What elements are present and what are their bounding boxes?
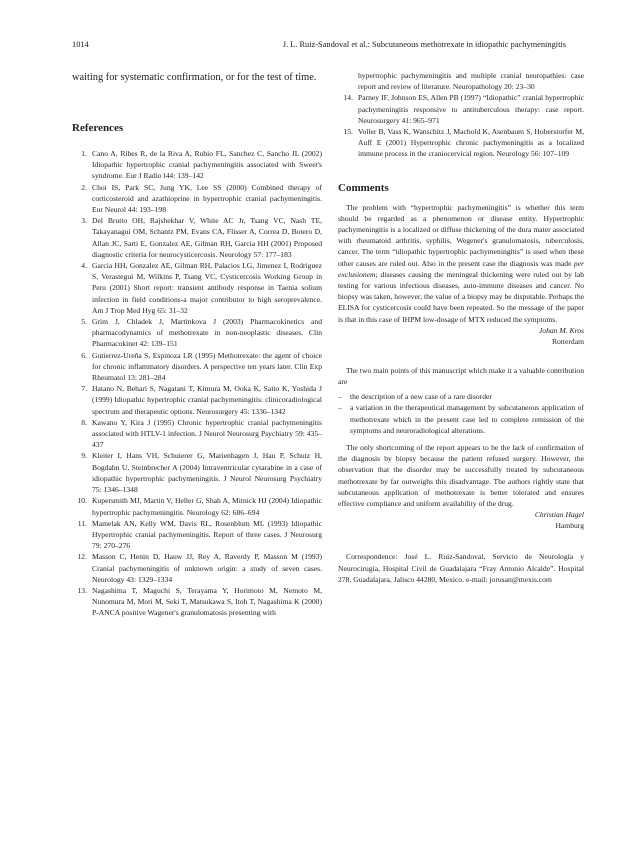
reference-item bbox=[72, 215, 322, 260]
comment-signature bbox=[338, 509, 584, 531]
signature-name: Christian Hagel bbox=[534, 510, 584, 520]
reference-number: 4. bbox=[81, 261, 87, 271]
comment-signature bbox=[338, 325, 584, 347]
reference-text: Kleiter I, Hans VH, Schuierer G, Marienhagen J, Hau P, Schutz H, Bogdahn U, Steinbrecher A (2004) Intraventricular cytarabine in a case of idiopathic hypertrophic pachymeningitis. J Neurol Neurosurg Psychiatry 75: 1346–1348 bbox=[92, 451, 322, 495]
reference-number: 1. bbox=[81, 149, 87, 158]
reference-item bbox=[338, 92, 584, 126]
references-heading: References bbox=[72, 122, 124, 134]
reference-list-continued bbox=[338, 70, 584, 160]
comments-section bbox=[338, 182, 584, 532]
reference-text: Hatano N, Behari S, Nagatani T, Kimura M, Ooka K, Saito K, Yoshida J (1999) Idiopathic hypertrophic cranial pachymeningitis: clinicoradiological spectrum and therapeutic options. Neurosurgery 45: 1336–1342 bbox=[92, 384, 322, 416]
reference-item bbox=[72, 182, 322, 216]
reference-text: Nagashima T, Maguchi S, Terayama Y, Horimoto M, Nemoto M, Nunomura M, Mori M, Seki T, Matsukawa S, Itoh T, Nagashima K (2000) P-ANCA positive Wagener's granulomatosis presenting with bbox=[92, 585, 322, 618]
reference-list bbox=[72, 148, 322, 619]
contribution-list bbox=[338, 391, 584, 436]
contribution-point: – the description of a new case of a rare disorder bbox=[338, 391, 584, 402]
reference-number: 5. bbox=[81, 317, 87, 327]
reference-item bbox=[72, 518, 322, 552]
signature-city: Rotterdam bbox=[551, 336, 584, 346]
comment-kros bbox=[338, 202, 584, 347]
reference-text: Del Brutto OH, Rajshekhar V, White AC Jr, Tsang VC, Nash TE, Takayanagui OM, Schantz PM, Evans CA, Flisser A, Correa D, Botero D, Allan JC, Sarti E, Gonzalez AE, Gilman RH, Garcia HH (2001) Proposed diagnostic criteria for neurocysticercosis. Neurology 57: 177–183 bbox=[92, 216, 322, 259]
comments-heading: Comments bbox=[338, 181, 389, 194]
reference-text: Kawano Y, Kira J (1995) Chronic hypertrophic cranial pachymeningitis associated with HTLV-1 infection. J Neurol Neurosurg Psychiatry 59: 435–437 bbox=[92, 417, 322, 450]
reference-number: 13. bbox=[77, 585, 87, 595]
contribution-point: – a variation in the therapeutical management by subcutaneous application of methotrexate which in the present case led to complete remission of the symptoms and neuroradiological alterations. bbox=[338, 402, 584, 436]
running-title: J. L. Ruiz-Sandoval et al.: Subcutaneous methotrexate in idiopathic pachymeningitis bbox=[282, 40, 566, 49]
reference-text: Mamelak AN, Kelly WM, Davis RL, Rosenblum ML (1993) Idiopathic Hypertrophic cranial pachymeningitis. Report of three cases. J Neurosurg 79: 270–276 bbox=[92, 518, 322, 551]
reference-number: 15. bbox=[343, 127, 353, 137]
reference-number: 8. bbox=[81, 417, 87, 427]
reference-text: Parney IF, Johnson ES, Allen PB (1997) “Idiopathic” cranial hypertrophic pachymeningitis responsive to antituberculous therapy: case report. Neurosurgery 41: 965–971 bbox=[358, 93, 584, 125]
reference-item bbox=[72, 350, 322, 384]
reference-text: Voller B, Vass K, Wanschitz J, Machold K, Asenbaum S, Hoberstorfer M, Auff E (2001) Hypertrophic chronic pachymeningitis as a localized immune process in the craniocervical region. Neurology 56: 107–109 bbox=[358, 127, 584, 159]
reference-number: 2. bbox=[81, 182, 87, 192]
comment-intro: The two main points of this manuscript which make it a valuable contribution are bbox=[338, 365, 584, 387]
reference-text: Cano A, Ribes R, de la Riva A, Rubio FL, Sanchez C, Sancho JL (2002) Idiopathic hypertrophic cranial pachymeningitis associated with Sweet's syndrome. Eur J Radio l44: 139–142 bbox=[92, 149, 322, 181]
reference-number: 3. bbox=[81, 216, 87, 226]
reference-text: Gutierrez-Ureña S, Espinoza LR (1995) Methotrexate: the agent of choice for chronic inflammatory disorders. A perspective ten years later. Clin Exp Rheumatol 13: 281–284 bbox=[92, 350, 322, 383]
right-column bbox=[338, 70, 584, 585]
reference-item bbox=[72, 148, 322, 182]
correspondence-note: Correspondence: José L. Ruiz-Sandoval, Servicio de Neurología y Neurocirugía, Hospital Civil de Guadalajara “Fray Antonio Alcalde”. Hospital 278, Guadalajara, Jalisco 44280, Mexico. e-mail: jorusan@mexis.com bbox=[338, 552, 584, 584]
reference-text: Garcia HH, Gonzalez AE, Gilman RH, Palacios LG, Jimenez I, Rodriguez S, Verastegui M, Wilkins P, Tsang VC, Cysticercosis Working Group in Peru (2001) Short report: transient antibody response in Taenia solium infection in field conditions-a major contributor to high seroprevalence. Am J Trop Med Hyg 65: 31–32 bbox=[92, 261, 322, 315]
reference-number: 12. bbox=[77, 552, 87, 562]
body-continuation: waiting for systematic confirmation, or for the test of time. bbox=[72, 72, 317, 83]
reference-number: 14. bbox=[343, 93, 353, 103]
reference-item bbox=[72, 450, 322, 495]
comment-hagel bbox=[338, 365, 584, 531]
reference-number: 11. bbox=[77, 518, 87, 528]
reference-item bbox=[72, 383, 322, 417]
reference-text: Choi IS, Park SC, Jung YK, Lee SS (2000) Combined therapy of corticosteroid and azathioprine in hypertrophic cranial pachymeningitis. Eur Neurol 44: 193–198 bbox=[92, 182, 322, 215]
reference-number: 6. bbox=[81, 350, 87, 360]
comment-paragraph: The only shortcoming of the report appears to be the lack of confirmation of the diagnosis by biopsy because the patient refused surgery. However, the observation that the disorder may be successfully treated by subcutaneous methotrexate by far outweighs this disadvantage. The authors rightly state that subcutaneous application of methotrexate is better tolerated and ensures effective compliance and uniform availability of the drug. bbox=[338, 443, 584, 509]
signature-name: Johan M. Kros bbox=[538, 325, 584, 335]
reference-item bbox=[338, 126, 584, 160]
reference-item bbox=[72, 495, 322, 517]
reference-text: Kupersmith MJ, Martin V, Heller G, Shah A, Mitnick HJ (2004) Idiopathic hypertrophic pachymeningitis. Neurology 62: 686–694 bbox=[92, 496, 322, 517]
reference-number: 7. bbox=[81, 384, 87, 394]
reference-item bbox=[72, 417, 322, 451]
reference-number: 10. bbox=[77, 496, 87, 506]
page-number: 1014 bbox=[72, 40, 89, 49]
reference-item-continuation bbox=[338, 70, 584, 92]
references-section bbox=[72, 122, 322, 619]
reference-text: Masson C, Henin D, Hauw JJ, Rey A, Raverdy P, Masson M (1993) Cranial pachymeningitis of unknown origin: a study of seven cases. Neurology 43: 1329–1334 bbox=[92, 552, 322, 584]
reference-item bbox=[72, 316, 322, 350]
reference-text: Grim J, Chladek J, Martinkova J (2003) Pharmacokinetics and pharmacodynamics of methotrexate in non-neoplastic diseases. Clin Pharmacokinet 42: 139–151 bbox=[92, 317, 322, 349]
reference-item bbox=[72, 260, 322, 316]
signature-city: Hamburg bbox=[555, 521, 584, 531]
running-header bbox=[72, 40, 566, 54]
reference-text: hypertrophic pachymeningitis and multiple cranial neuropathies: case report and review of literature. Neuropathology 20: 23–30 bbox=[358, 71, 584, 92]
reference-number: 9. bbox=[81, 451, 87, 461]
reference-item bbox=[72, 585, 322, 619]
left-column bbox=[72, 70, 322, 619]
reference-item bbox=[72, 551, 322, 585]
comment-paragraph: The problem with “hypertrophic pachymeningitis” is whether this term should be regarded as a phenomenon or disease entity. Hypertrophic pachymeningitis is a localized or diffuse thickening of the dura mater associated with rheumatoid arthritis, syphilis, Wegener's granulomatosis, tuberculosis, cancer. The term “idiopathic hypertrophic pachymeningitis” is used when these other causes are ruled out. Also in the present case the diagnosis was made per exclusionem; diseases causing the meningeal thickening were ruled out by lab testing for various infectious diseases, auto-immune diseases and cancer. No biopsy was taken, however, the value of a biopsy may be disputable. Perhaps the ELISA for cysticercosis could have been repeated. So the message of the paper is that in this case of IHPM low-dosage of MTX reduced the symptoms. bbox=[338, 202, 584, 324]
